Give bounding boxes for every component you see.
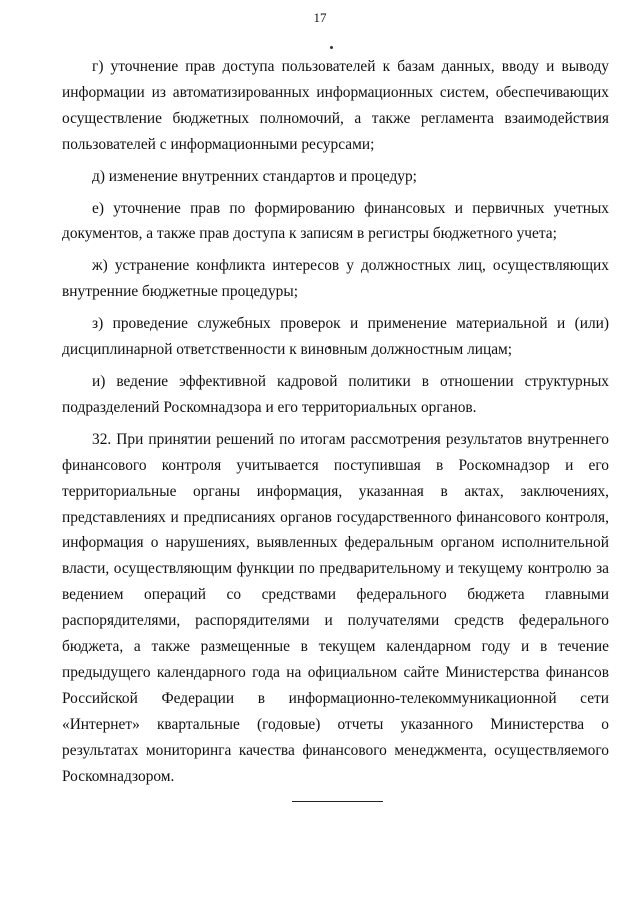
document-body [62, 54, 609, 789]
end-of-document-rule [292, 801, 383, 802]
scan-speck [330, 46, 333, 49]
paragraph-item-d: д) изменение внутренних стандартов и процедур; [92, 167, 417, 185]
paragraph-clause-32: 32. При принятии решений по итогам рассмотрения результатов внутреннего финансового контроля учитывается поступившая в Роскомнадзор и его территориальные органы информация, указанная в актах, заключениях, представлениях и предписаниях органов государственного финансового контроля, информация о нарушениях, выявленных федеральным органом исполнительной власти, осуществляющим функции по предварительному и текущему контролю за ведением операций со средствами федерального бюджета главными распорядителями, распорядителями и получателями средств федерального бюджета, а также размещенные в текущем календарном году и в течение предыдущего календарного года на официальном сайте Министерства финансов Российской Федерации в информационно-телекоммуникационной сети «Интернет» квартальные (годовые) отчеты указанного Министерства о результатах мониторинга качества финансового менеджмента, осуществляемого Роскомнадзором. [62, 430, 609, 785]
page-number: 17 [313, 10, 327, 25]
paragraph-item-z: з) проведение служебных проверок и применение материальной и (или) дисциплинарной ответственности к виновным должностным лицам; [62, 315, 609, 359]
paragraph-item-e: е) уточнение прав по формированию финансовых и первичных учетных документов, а также прав доступа к записям в регистры бюджетного учета; [62, 199, 609, 243]
paragraph-item-g: г) уточнение прав доступа пользователей к базам данных, вводу и выводу информации из автоматизированных информационных систем, обеспечивающих осуществление бюджетных полномочий, а также регламента взаимодействия пользователей с информационными ресурсами; [62, 58, 609, 153]
paragraph-item-zh: ж) устранение конфликта интересов у должностных лиц, осуществляющих внутренние бюджетные процедуры; [62, 257, 609, 301]
paragraph-item-i: и) ведение эффективной кадровой политики в отношении структурных подразделений Роскомнадзора и его территориальных органов. [62, 372, 609, 416]
